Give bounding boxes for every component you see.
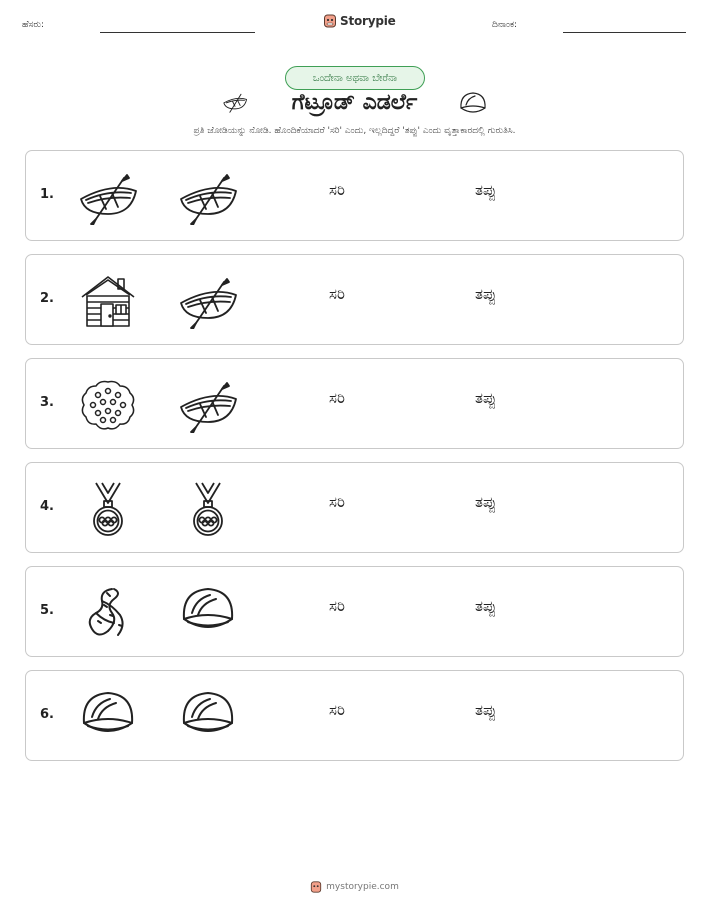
question-number: 2. — [40, 291, 54, 306]
swim-cap-icon — [458, 90, 488, 122]
name-line[interactable] — [100, 32, 255, 33]
swim-cap-icon — [178, 585, 238, 641]
boat-icon — [178, 377, 238, 433]
sponge-icon — [78, 377, 138, 433]
question-number: 5. — [40, 603, 54, 618]
medal-icon — [178, 481, 238, 537]
question-number: 6. — [40, 707, 54, 722]
storypie-mascot-icon — [323, 13, 337, 29]
question-card-1 — [25, 150, 684, 241]
answer-correct[interactable]: ಸರಿ — [329, 389, 345, 407]
cabin-icon — [78, 273, 138, 329]
page-title: ಗೆಟ್ರೂಡ್ ಎಡರ್ಲೆ — [291, 90, 418, 115]
question-card-2 — [25, 254, 684, 345]
answer-wrong[interactable]: ತಪ್ಪು — [475, 285, 497, 303]
answer-wrong[interactable]: ತಪ್ಪು — [475, 389, 497, 407]
brand-logo — [323, 13, 396, 29]
answer-correct[interactable]: ಸರಿ — [329, 597, 345, 615]
answer-wrong[interactable]: ತಪ್ಪು — [475, 181, 497, 199]
question-card-4 — [25, 462, 684, 553]
worksheet-type-badge: ಒಂದೇನಾ ಅಥವಾ ಬೇರೆನಾ — [285, 66, 425, 90]
name-label: ಹೆಸರು: — [22, 20, 45, 30]
footer — [0, 880, 709, 894]
boat-icon — [220, 90, 250, 118]
answer-wrong[interactable]: ತಪ್ಪು — [475, 701, 497, 719]
answer-wrong[interactable]: ತಪ್ಪು — [475, 597, 497, 615]
boat-icon — [178, 273, 238, 329]
answer-wrong[interactable]: ತಪ್ಪು — [475, 493, 497, 511]
answer-correct[interactable]: ಸರಿ — [329, 285, 345, 303]
footer-url: mystorypie.com — [326, 882, 399, 892]
swim-cap-icon — [78, 689, 138, 745]
boat-icon — [78, 169, 138, 225]
answer-correct[interactable]: ಸರಿ — [329, 181, 345, 199]
answer-correct[interactable]: ಸರಿ — [329, 701, 345, 719]
boat-icon — [178, 169, 238, 225]
instructions: ಪ್ರತಿ ಜೋಡಿಯನ್ನು ನೋಡಿ. ಹೊಂದಿಕೆಯಾದರೆ 'ಸರಿ' ಎಂದು, ಇಲ್ಲದಿದ್ದರೆ 'ತಪ್ಪು' ಎಂದು ವೃತ್ತಾಕಾರದಲ್ಲಿ ಗುರುತಿಸಿ. — [193, 126, 516, 136]
swim-cap-icon — [178, 689, 238, 745]
question-card-5 — [25, 566, 684, 657]
rope-knot-icon — [78, 585, 138, 641]
answer-correct[interactable]: ಸರಿ — [329, 493, 345, 511]
question-card-6 — [25, 670, 684, 761]
question-card-3 — [25, 358, 684, 449]
question-number: 3. — [40, 395, 54, 410]
date-label: ದಿನಾಂಕ: — [492, 20, 518, 30]
title-row — [0, 88, 709, 122]
date-line[interactable] — [563, 32, 686, 33]
storypie-mascot-icon — [310, 880, 322, 894]
medal-icon — [78, 481, 138, 537]
question-number: 4. — [40, 499, 54, 514]
question-number: 1. — [40, 187, 54, 202]
brand-name: Storypie — [340, 14, 396, 28]
